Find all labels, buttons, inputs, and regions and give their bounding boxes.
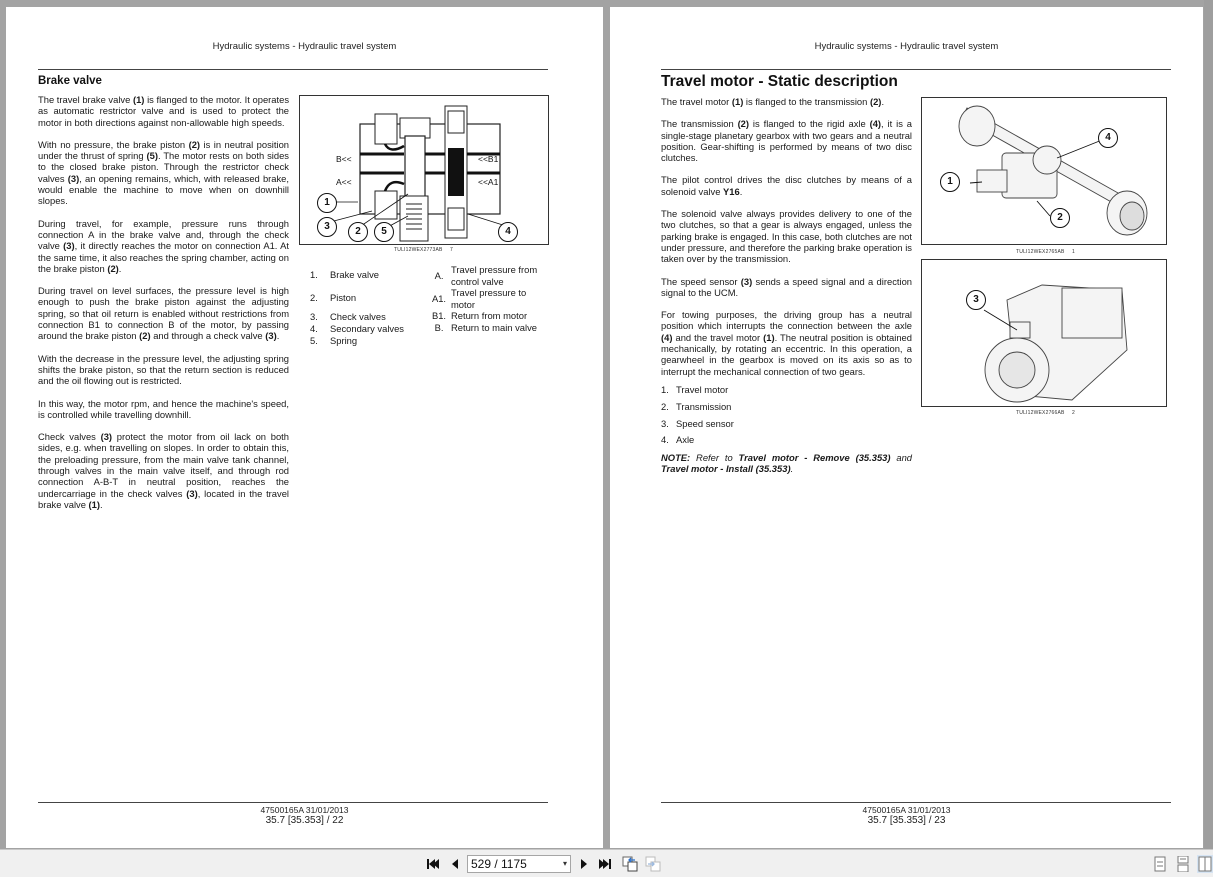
legend-numbered <box>310 269 420 347</box>
callout-2: 2 <box>1050 208 1070 228</box>
legend-item: 5. Spring <box>310 335 358 346</box>
previous-page-icon <box>450 858 460 870</box>
figure-caption-code: TULI12WEX2773AB <box>394 247 443 253</box>
callout-1: 1 <box>940 172 960 192</box>
legend-item: B. Return to main valve <box>434 322 537 333</box>
body-text <box>38 94 289 521</box>
first-page-button[interactable] <box>425 855 441 873</box>
next-view-button[interactable] <box>644 855 662 873</box>
legend-item: 1. Brake valve <box>310 269 379 280</box>
paragraph: For towing purposes, the driving group has a neutral position which interrupts the connection between the axle (4) and the travel motor (1). The neutral position is obtained mechanically, by rotating an eccentric. In this operation, a gearwheel in the gearbox is moved on its axis so as to interrupt the mechanical connection of two gears. <box>661 309 912 377</box>
port-a-label: A<< <box>336 177 352 187</box>
pdf-page-22 <box>6 7 603 848</box>
paragraph: The travel motor (1) is flanged to the transmission (2). <box>661 96 885 107</box>
figure-caption-code: TULI12WEX2766AB <box>1016 410 1065 416</box>
footer-page-number: 35.7 [35.353] / 22 <box>265 815 344 826</box>
list-item: 3. Speed sensor <box>661 418 734 429</box>
port-b-label: B<< <box>336 154 352 164</box>
footer-rule <box>661 802 1171 803</box>
section-title: Brake valve <box>38 75 102 87</box>
chevron-down-icon[interactable]: ▾ <box>562 859 567 868</box>
facing-pages-view-icon <box>1198 856 1212 872</box>
footer-doc-id: 47500165A 31/01/2013 <box>862 805 951 815</box>
paragraph: The speed sensor (3) sends a speed signal and a direction signal to the UCM. <box>661 275 912 298</box>
single-page-view-button[interactable] <box>1152 855 1168 873</box>
callout-1: 1 <box>317 193 337 213</box>
footer-rule <box>38 802 548 803</box>
callout-5: 5 <box>374 222 394 242</box>
paragraph: The pilot control drives the disc clutches by means of a solenoid valve Y16. <box>661 174 912 197</box>
previous-view-button[interactable] <box>621 855 639 873</box>
figure-brake-valve-diagram <box>299 95 549 245</box>
page-number-value: 529 / 1175 <box>471 857 527 871</box>
paragraph: The solenoid valve always provides delivery to one of the two clutches, so that a gear is always engaged, unless the parking brake is engaged. In this case, both clutches are not under pressure, and therefore the parking brake operation is taken over by the transmission. <box>661 208 912 265</box>
running-head: Hydraulic systems - Hydraulic travel system <box>814 41 999 52</box>
last-page-icon <box>598 858 612 870</box>
continuous-view-button[interactable] <box>1175 855 1191 873</box>
port-b1-label: <<B1 <box>478 154 499 164</box>
figure-travel-motor-assembly <box>921 97 1167 245</box>
transmission-illustration-icon <box>922 260 1167 407</box>
list-item: 2. Transmission <box>661 401 732 412</box>
legend-lettered <box>427 264 552 334</box>
legend-item: 3. Check valves <box>310 311 386 322</box>
header-rule <box>661 69 1171 70</box>
note-text: NOTE: Refer to Travel motor - Remove (35.353) and Travel motor - Install (35.353). <box>661 452 913 475</box>
callout-4: 4 <box>1098 128 1118 148</box>
paragraph: In this way, the motor rpm, and hence the machine's speed, is controlled while travelling downhill. <box>38 397 289 420</box>
first-page-icon <box>426 858 440 870</box>
next-view-icon <box>645 856 661 872</box>
paragraph: Check valves (3) protect the motor from oil lack on both sides, e.g. when travelling on slopes. In order to obtain this, the preloading pressure, from the main valve tank channel, through valves in the main valve itself, and through rod connection A-B-T in neutral position, reaches the undercarriage in the check valves (3), located in the travel brake valve (1). <box>38 431 290 510</box>
legend-item: 4. Secondary valves <box>310 323 404 334</box>
figure-transmission-speed-sensor <box>921 259 1167 407</box>
page-number-field[interactable] <box>467 855 571 873</box>
facing-pages-view-button[interactable] <box>1197 855 1213 873</box>
section-title: Travel motor - Static description <box>661 73 898 90</box>
paragraph: During travel, for example, pressure runs through connection A in the brake valve and, through the check valve (3), it directly reaches the motor on connection A1. At the same time, it also reaches the spring chamber, acting on the brake piston (2). <box>38 217 289 274</box>
next-page-button[interactable] <box>577 855 591 873</box>
legend-item: B1. Return from motor <box>431 310 528 321</box>
callout-4: 4 <box>498 222 518 242</box>
figure-caption-number: 2 <box>1072 410 1075 416</box>
paragraph: With no pressure, the brake piston (2) is in neutral position under the thrust of spring (5). The motor rests on both sides to the closed brake piston. Through the restrictor check valves (3), an opening remains, which, with released brake, would enable the machine to move when on downhill slopes. <box>38 138 289 207</box>
callout-3: 3 <box>966 290 986 310</box>
running-head: Hydraulic systems - Hydraulic travel system <box>212 41 397 52</box>
figure-caption-number: 1 <box>1072 249 1075 255</box>
single-page-view-icon <box>1154 856 1166 872</box>
continuous-view-icon <box>1177 856 1189 872</box>
navigation-toolbar <box>0 849 1213 877</box>
parts-list <box>661 384 912 451</box>
footer-doc-id: 47500165A 31/01/2013 <box>260 805 349 815</box>
list-item: 1. Travel motor <box>661 384 729 395</box>
callout-3: 3 <box>317 217 337 237</box>
figure-caption-number: 7 <box>450 247 453 253</box>
paragraph: During travel on level surfaces, the pressure level is high enough to push the brake piston against the adjusting spring, so that oil return is enabled without restrictions from connection B1 to connection B of the motor, by passing around the brake piston (2) and through a check valve (3). <box>38 285 289 342</box>
vertical-scrollbar[interactable] <box>1204 0 1213 849</box>
previous-page-button[interactable] <box>448 855 462 873</box>
list-item: 4. Axle <box>661 434 695 445</box>
paragraph: With the decrease in the pressure level, the adjusting spring shifts the brake piston, so that the return section is reduced and the oil flowing out is restricted. <box>38 352 289 387</box>
callout-2: 2 <box>348 222 368 242</box>
port-a1-label: <<A1 <box>478 177 499 187</box>
legend-item: A. Travel pressure from control valve <box>434 264 538 287</box>
body-text <box>661 96 912 388</box>
legend-item: A1. Travel pressure to motor <box>431 287 527 310</box>
previous-view-icon <box>622 856 638 872</box>
next-page-icon <box>579 858 589 870</box>
last-page-button[interactable] <box>597 855 613 873</box>
paragraph: The travel brake valve (1) is flanged to the motor. It operates as automatic restrictor valve and is used to protect the motor in both directions against non-allowable high speeds. <box>38 94 290 128</box>
figure-caption-code: TULI12WEX2765AB <box>1016 249 1065 255</box>
axle-assembly-illustration-icon <box>922 98 1167 245</box>
legend-item: 2. Piston <box>310 292 357 303</box>
paragraph: The transmission (2) is flanged to the rigid axle (4), it is a single-stage planetary gearbox with two gears and a neutral position. Gear-shifting is performed by means of two disc clutches. <box>661 118 913 164</box>
header-rule <box>38 69 548 70</box>
footer-page-number: 35.7 [35.353] / 23 <box>867 815 946 826</box>
pdf-page-23 <box>610 7 1203 848</box>
